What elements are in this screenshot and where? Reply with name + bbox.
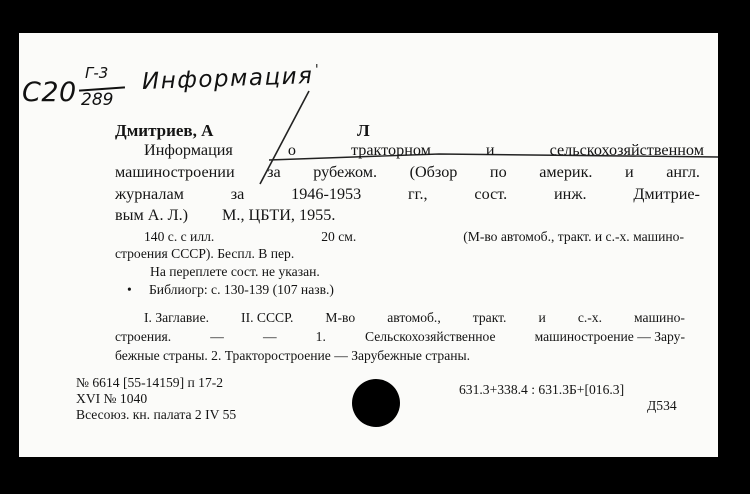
word: II. СССР. xyxy=(241,310,294,325)
word: 1946-1953 xyxy=(291,185,362,203)
compiler-text: вым А. Л.) xyxy=(115,206,189,224)
tracing-line-1 xyxy=(144,310,685,326)
word: сост. xyxy=(474,185,508,203)
word: с.-х. xyxy=(577,310,602,325)
word: машиностроение — Зару- xyxy=(534,329,685,344)
word: автомоб., xyxy=(387,310,441,325)
word: 140 с. с илл. xyxy=(144,229,215,244)
collation-line-2: строения СССР). Беспл. В пер. xyxy=(115,246,295,261)
shelfmark-main: С20 xyxy=(22,77,77,108)
word: Сельскохозяйственное xyxy=(364,329,496,344)
word: и xyxy=(538,310,546,325)
issuer-line: Всесоюз. кн. палата 2 IV 55 xyxy=(76,407,237,422)
imprint-text: М., ЦБТИ, 1955. xyxy=(222,206,336,224)
punch-hole xyxy=(352,379,400,427)
word: сельскохозяйственном xyxy=(549,141,704,159)
word: англ. xyxy=(666,163,700,181)
word: и xyxy=(485,141,495,159)
word: — xyxy=(210,329,224,344)
word: рубежом. xyxy=(313,163,378,181)
bullet-mark: • xyxy=(127,282,132,297)
tracing-line-2 xyxy=(115,329,685,345)
title-line-4 xyxy=(115,206,335,225)
card-number: № 6614 [55-14159] п 17-2 xyxy=(76,375,224,390)
word: строения. xyxy=(115,329,172,344)
word: инж. xyxy=(554,185,587,203)
title-line-1 xyxy=(144,141,704,160)
word: (М-во автомоб., тракт. и с.-х. машино- xyxy=(463,229,684,244)
word: журналам xyxy=(115,185,184,203)
word: машино- xyxy=(634,310,685,325)
word: гг., xyxy=(408,185,428,203)
card-series: XVI № 1040 xyxy=(76,391,148,406)
collation-line-4 xyxy=(127,282,334,298)
word: 20 см. xyxy=(321,229,357,244)
handwritten-tick: ' xyxy=(315,63,319,78)
word: и xyxy=(625,163,634,181)
word: о xyxy=(287,141,296,159)
collation-line-3: На переплете сост. не указан. xyxy=(150,264,320,279)
handwritten-subject: Информация xyxy=(141,63,314,95)
word: за xyxy=(267,163,281,181)
word: тракт. xyxy=(472,310,507,325)
word: (Обзор xyxy=(409,163,458,181)
word: I. Заглавие. xyxy=(144,310,209,325)
author-mark: Д534 xyxy=(647,398,677,413)
tracing-line-3: бежные страны. 2. Тракторостроение — Зарубежные страны. xyxy=(115,348,471,363)
word: америк. xyxy=(539,163,593,181)
bibliography-text: Библиогр: с. 130-139 (107 назв.) xyxy=(149,282,334,297)
title-line-2 xyxy=(115,163,700,182)
word: Информация xyxy=(144,141,233,159)
title-line-3 xyxy=(115,185,700,204)
word: — xyxy=(262,329,277,344)
classification-index: 631.3+338.4 : 631.3Б+[016.3] xyxy=(459,382,625,397)
collation-line-1 xyxy=(144,229,684,245)
author-letter: Л xyxy=(357,121,370,140)
word: М-во xyxy=(325,310,356,325)
catalog-card xyxy=(19,33,718,457)
word: по xyxy=(489,163,507,181)
word: 1. xyxy=(315,329,326,344)
word: машиностроении xyxy=(115,163,235,181)
word: за xyxy=(230,185,245,203)
word: Дмитрие- xyxy=(633,185,700,203)
author-heading: Дмитриев, А xyxy=(115,121,214,140)
shelfmark-bottom: 289 xyxy=(81,90,114,110)
shelfmark-top: Г-3 xyxy=(85,64,109,82)
word: тракторном xyxy=(350,141,431,159)
